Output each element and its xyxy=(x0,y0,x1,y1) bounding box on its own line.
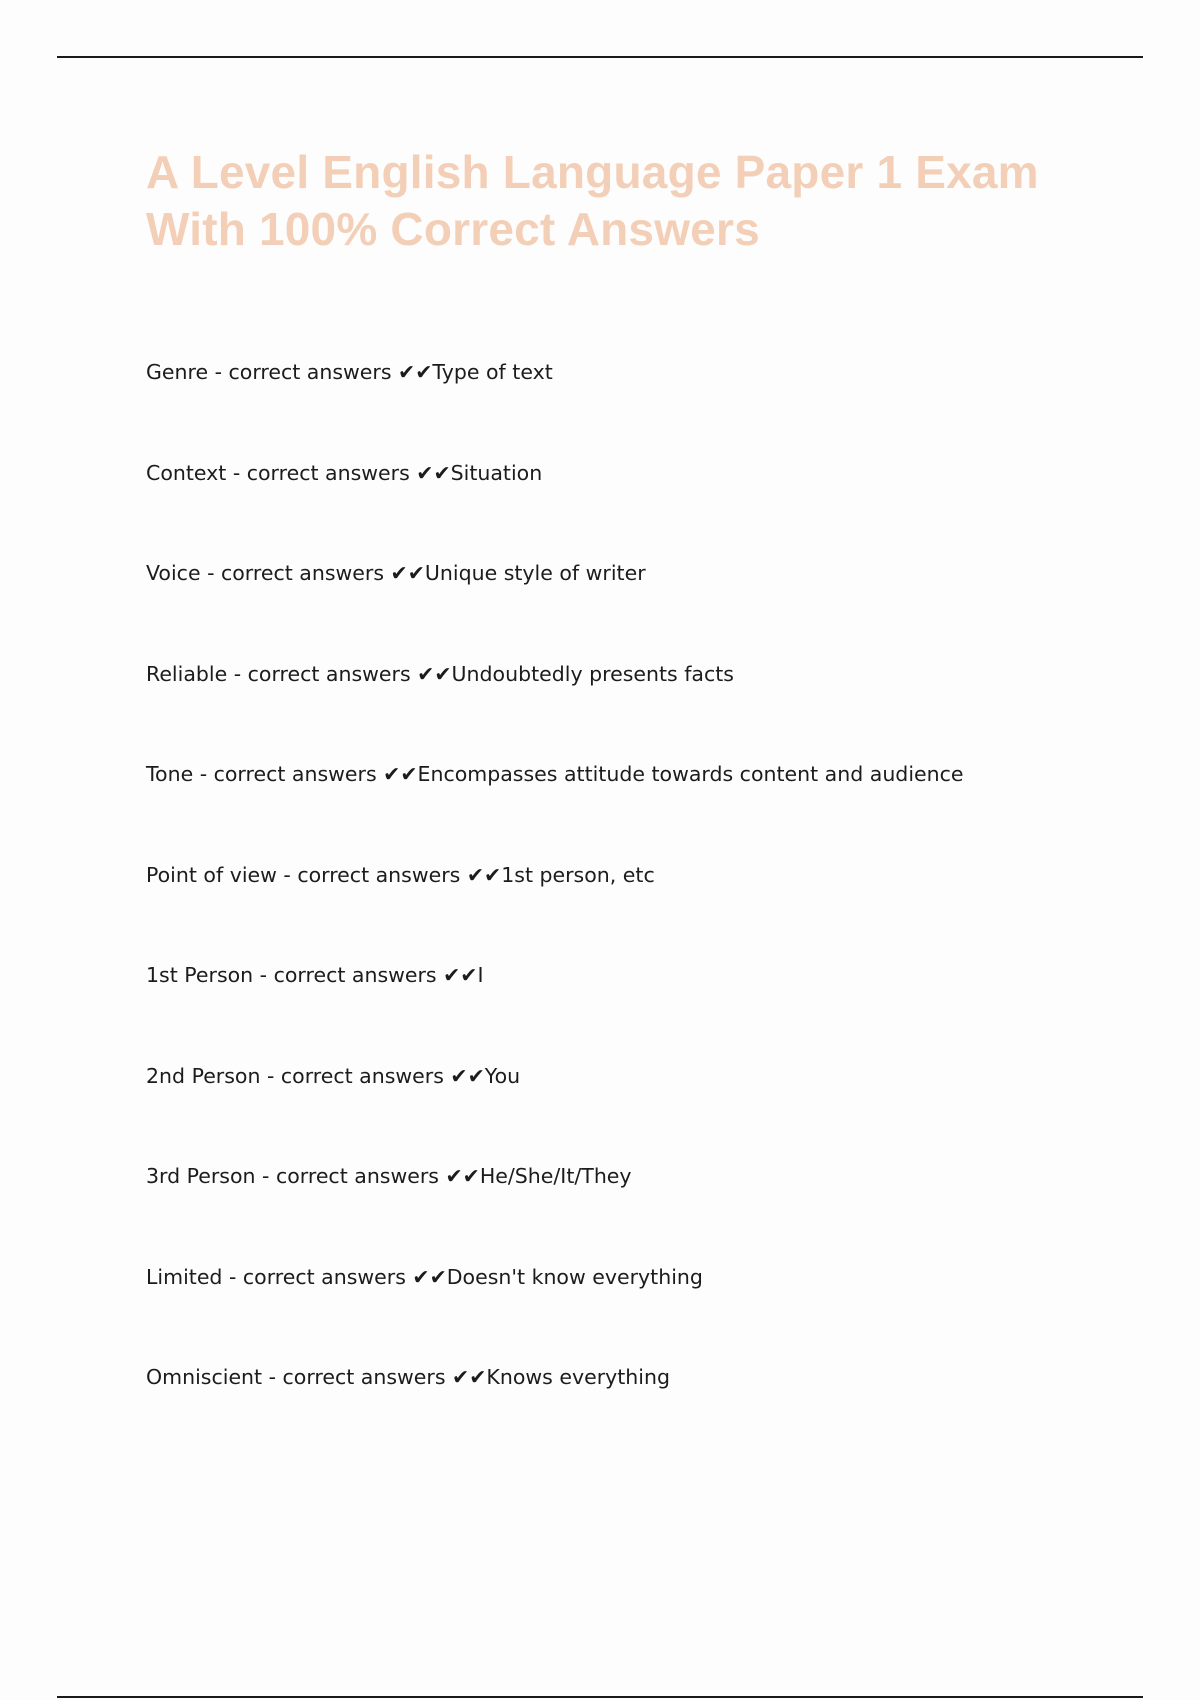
qa-list xyxy=(146,358,964,1464)
qa-item-context: Context - correct answers ✔✔Situation xyxy=(146,460,543,485)
qa-item-3rd-person: 3rd Person - correct answers ✔✔He/She/It/They xyxy=(146,1164,632,1188)
qa-item-tone: Tone - correct answers ✔✔Encompasses attitude towards content and audience xyxy=(146,762,964,786)
top-rule xyxy=(57,56,1143,58)
qa-item-reliable: Reliable - correct answers ✔✔Undoubtedly presents facts xyxy=(146,661,734,686)
qa-item-voice: Voice - correct answers ✔✔Unique style of writer xyxy=(146,561,646,585)
qa-item-2nd-person: 2nd Person - correct answers ✔✔You xyxy=(146,1063,521,1088)
bottom-rule xyxy=(57,1696,1143,1698)
qa-item-1st-person: 1st Person - correct answers ✔✔I xyxy=(146,963,484,987)
qa-item-omniscient: Omniscient - correct answers ✔✔Knows everything xyxy=(146,1365,670,1389)
qa-item-point-of-view: Point of view - correct answers ✔✔1st person, etc xyxy=(146,862,655,887)
document-title: A Level English Language Paper 1 Exam With 100% Correct Answers xyxy=(146,146,1039,255)
qa-item-limited: Limited - correct answers ✔✔Doesn't know everything xyxy=(146,1264,703,1289)
qa-item-genre: Genre - correct answers ✔✔Type of text xyxy=(146,360,553,384)
